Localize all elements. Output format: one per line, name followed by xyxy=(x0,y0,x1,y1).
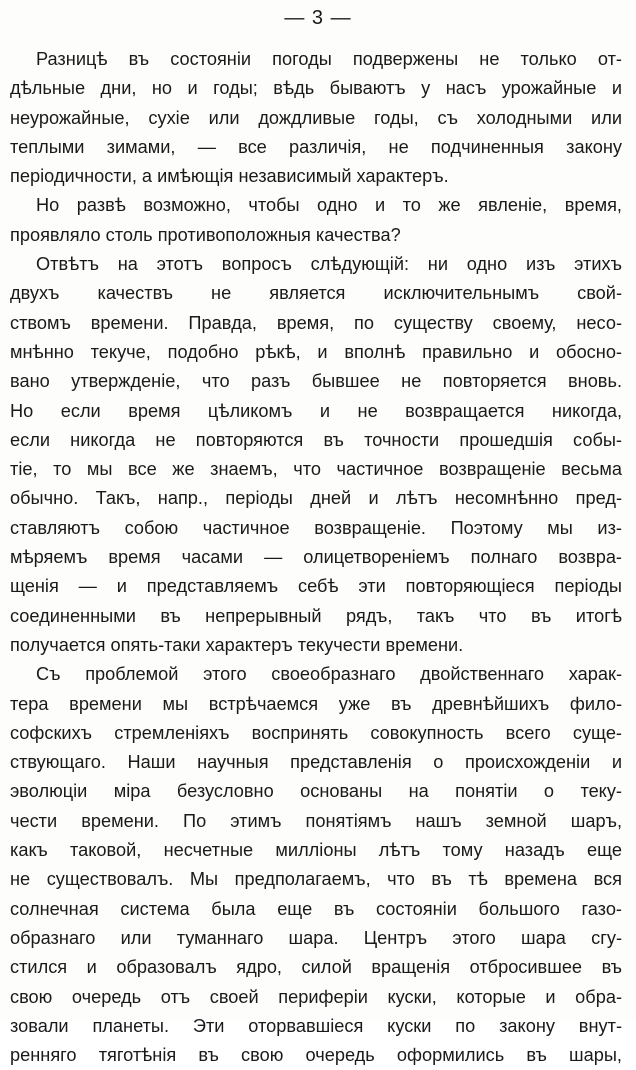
text-line: Но если время цѣликомъ и не возвращается никогда, xyxy=(10,400,622,421)
text-line: Разницѣ въ состояніи погоды подвержены не только от- xyxy=(36,49,622,69)
text-line: Съ проблемой этого своеобразнаго двойственнаго харак- xyxy=(36,664,622,685)
text-line: какъ таковой, несчетные милліоны лѣтъ тому назадъ еще xyxy=(10,840,622,861)
text-line: тера времени мы встрѣчаемся уже въ древнѣйшихъ фило- xyxy=(10,693,622,714)
text-line: щенія — и представляемъ себѣ эти повторяющіеся періоды xyxy=(10,576,622,597)
text-line: ренняго тяготѣнія въ свою очередь оформились въ шары, xyxy=(10,1045,622,1066)
paragraph-3 xyxy=(10,250,622,660)
text-line: ствомъ времени. Правда, время, по существу своему, несо- xyxy=(10,312,622,333)
text-line: Отвѣтъ на этотъ вопросъ слѣдующій: ни одно изъ этихъ xyxy=(36,254,622,275)
text-line: образнаго или туманнаго шара. Центръ этого шара сгу- xyxy=(10,927,622,948)
text-line: софскихъ стремленіяхъ воспринять совокупность всего суще- xyxy=(10,722,622,743)
text-line: стился и образовалъ ядро, силой вращенія отбросившее въ xyxy=(10,957,622,978)
text-line: двухъ качествъ не является исключительнымъ свой- xyxy=(10,283,622,304)
paragraph-2 xyxy=(10,191,622,250)
text-line: свою очередь отъ своей периферіи куски, которые и обра- xyxy=(10,986,622,1007)
body-text xyxy=(10,45,622,1070)
text-line: періодичности, а имѣющія независимый характеръ. xyxy=(10,166,449,187)
paragraph-1 xyxy=(10,45,622,191)
text-line: ствующаго. Наши научныя представленія о происхожденіи и xyxy=(10,752,622,773)
text-line: соединенными въ непрерывный рядъ, такъ что въ итогѣ xyxy=(10,605,622,626)
text-line: мѣряемъ время часами — олицетвореніемъ полнаго возвра- xyxy=(10,547,622,568)
text-line: эволюціи міра безусловно основаны на понятіи о теку- xyxy=(10,781,622,802)
text-line: получается опять-таки характеръ текучести времени. xyxy=(10,634,464,655)
text-line: Но развѣ возможно, чтобы одно и то же явленіе, время, xyxy=(36,195,622,216)
text-line: обычно. Такъ, напр., періоды дней и лѣтъ несомнѣнно пред- xyxy=(10,488,622,509)
text-line: дѣльные дни, но и годы; вѣдь бываютъ у насъ урожайные и xyxy=(10,78,622,99)
text-line: тіе, то мы все же знаемъ, что частичное возвращеніе весьма xyxy=(10,459,622,480)
text-line: проявляло столь противоположныя качества? xyxy=(10,224,401,245)
text-line: неурожайные, сухіе или дождливые годы, съ холодными или xyxy=(10,107,622,128)
text-line: не существовалъ. Мы предполагаемъ, что въ тѣ времена вся xyxy=(10,869,622,890)
text-line: вано утвержденіе, что разъ бывшее не повторяется вновь. xyxy=(10,371,622,392)
text-line: солнечная система была еще въ состояніи большого газо- xyxy=(10,898,622,919)
text-line: чести времени. По этимъ понятіямъ нашъ земной шаръ, xyxy=(10,810,622,831)
paragraph-4 xyxy=(10,660,622,1070)
page-number: — 3 — xyxy=(284,7,352,29)
text-line: если никогда не повторяются въ точности прошедшія собы- xyxy=(10,429,622,450)
text-line: зовали планеты. Эти оторвавшіеся куски по закону внут- xyxy=(10,1015,622,1036)
text-line: ставляютъ собою частичное возвращеніе. Поэтому мы из- xyxy=(10,517,622,538)
text-line: теплыми зимами, — все различія, не подчиненныя закону xyxy=(10,136,622,157)
text-line: мнѣнно текуче, подобно рѣкѣ, и вполнѣ правильно и обосно- xyxy=(10,341,622,362)
